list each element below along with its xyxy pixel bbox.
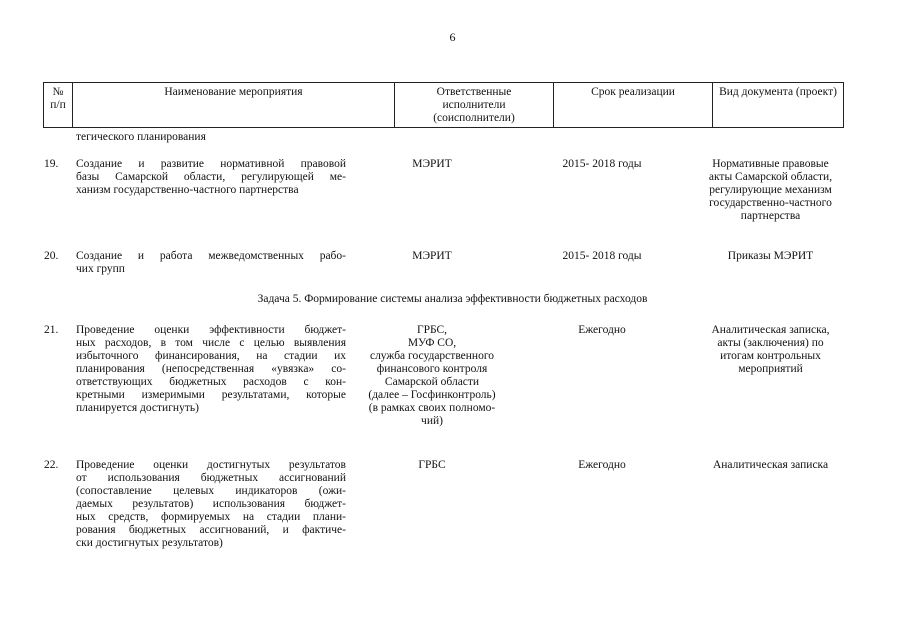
row-name-line: избыточного финансирования, на стадии их	[76, 350, 346, 362]
row-number: 22.	[44, 459, 59, 471]
row-term: 2015- 2018 годы	[562, 158, 642, 170]
row-name	[76, 459, 346, 550]
row-term: 2015- 2018 годы	[562, 250, 642, 262]
row-doc-line: акты (заключения) по	[717, 337, 824, 349]
row-name-line: от использования бюджетных ассигнований	[76, 472, 346, 484]
row-doc-line: регулирующие механизм	[709, 184, 832, 196]
header-num-line: п/п	[50, 99, 66, 111]
row-doc	[688, 250, 853, 263]
row-responsible-line: чий)	[421, 415, 443, 427]
row-responsible-line: (в рамках своих полномо-	[368, 402, 496, 414]
header-responsible-line: исполнители	[442, 99, 506, 111]
row-responsible-line: служба государственного	[369, 350, 495, 362]
row-number: 20.	[44, 250, 59, 262]
row-doc-line: итогам контрольных	[720, 350, 821, 362]
row-doc-line: Аналитическая записка	[712, 459, 829, 471]
row-name-line: кретными измеримыми результатами, которые	[76, 389, 346, 401]
row-name-line: планирования (непосредственная «увязка» со-	[76, 363, 346, 375]
header-responsible-line: Ответственные	[436, 86, 512, 98]
row-name-line: ханизм государственно-частного партнерства	[76, 184, 299, 196]
row-doc	[688, 324, 853, 376]
row-name	[76, 250, 346, 276]
row-responsible	[354, 158, 510, 171]
row-name-line: ответствующих бюджетных расходов с кон-	[76, 376, 346, 388]
row-name-line: планируется достигнуть)	[76, 402, 199, 414]
row-name-line: ных расходов, в том числе с целью выявления	[76, 337, 346, 349]
row-responsible	[354, 324, 510, 428]
row-doc-line: акты Самарской области,	[708, 171, 833, 183]
row-name-line: даемых результатов) использования бюджет-	[76, 498, 346, 510]
row-name-line: ски достигнутых результатов)	[76, 537, 223, 549]
row-responsible-line: МУФ СО,	[407, 337, 457, 349]
row-name	[76, 158, 346, 197]
header-doc: Вид документа (проект)	[712, 83, 843, 127]
row-name-line: Проведение оценки эффективности бюджет-	[76, 324, 346, 336]
row-term: Ежегодно	[578, 459, 626, 471]
row-doc	[688, 158, 853, 223]
row-responsible-line: финансового контроля	[376, 363, 488, 375]
header-term: Срок реализации	[553, 83, 712, 127]
row-number: 19.	[44, 158, 59, 170]
row-name-line: Создание и работа межведомственных рабо-	[76, 250, 346, 262]
row-responsible-line: ГРБС,	[416, 324, 448, 336]
row-responsible-line: ГРБС	[418, 459, 446, 471]
header-num	[44, 83, 72, 127]
header-responsible-line: (соисполнители)	[433, 112, 515, 124]
row-doc-line: Приказы МЭРИТ	[727, 250, 814, 262]
task-heading: Задача 5. Формирование системы анализа эффективности бюджетных расходов	[257, 293, 648, 305]
row-responsible-line: Самарской области	[384, 376, 480, 388]
row-responsible-line: МЭРИТ	[412, 158, 452, 170]
row-doc-line: партнерства	[740, 210, 801, 222]
row-name-line: рования бюджетных ассигнований, и фактиче-	[76, 524, 346, 536]
row-doc-line: государственно-частного	[709, 197, 832, 209]
row-name-line: Проведение оценки достигнутых результатов	[76, 459, 346, 471]
row-doc-line: Аналитическая записка,	[711, 324, 830, 336]
page-number: 6	[449, 30, 456, 44]
header-num-line: №	[52, 86, 64, 98]
table-header	[43, 82, 844, 128]
row-doc-line: Нормативные правовые	[712, 158, 829, 170]
row-name	[76, 324, 346, 415]
row-number: 21.	[44, 324, 59, 336]
row-name-line: Создание и развитие нормативной правовой	[76, 158, 346, 170]
row-name-line: ных средств, формируемых на стадии плани-	[76, 511, 346, 523]
continuation-text: тегического планирования	[76, 131, 206, 143]
row-name-line: (сопоставление целевых индикаторов (ожи-	[76, 485, 346, 497]
row-term: Ежегодно	[578, 324, 626, 336]
row-responsible-line: (далее – Госфинконтроль)	[368, 389, 496, 401]
header-name: Наименование мероприятия	[72, 83, 394, 127]
row-name-line: базы Самарской области, регулирующей ме-	[76, 171, 346, 183]
row-responsible	[354, 459, 510, 472]
row-responsible-line: МЭРИТ	[412, 250, 452, 262]
row-name-line: чих групп	[76, 263, 125, 275]
row-responsible	[354, 250, 510, 263]
row-doc	[688, 459, 853, 472]
header-responsible	[394, 83, 553, 127]
row-doc-line: мероприятий	[738, 363, 803, 375]
